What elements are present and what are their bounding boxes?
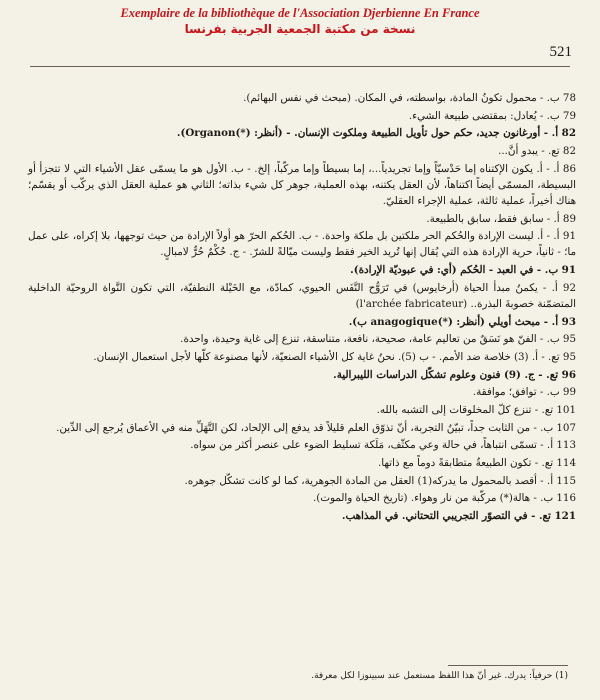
entry: 91 أ. - أ. ليست الإرادة والحُكم الحر ملكتين بل ملكة واحدة. - ب. الحُكم الحرّ هو أولاً الإرادة من حيث توجهها، بلا إكراه، على عمل ما؛ - ثانياً، حرية الإرادة هذه التي يُقال إنها تُريد الخير فقط وليست ميّالةً للشرّ. - ج. حُكْمٌ حُرٌّ لامبالٍ. <box>28 230 576 259</box>
entry: 116 ب. - هالة(*) مركّبة من نار وهواء. (تاريخ الحياة والموت). <box>312 492 576 505</box>
entry: 95 ب. - الفنّ هو نَسَقٌ من تعاليم عامة، صحيحة، نافعة، متناسقة، تنزع إلى غاية وحيدة، واحدة. <box>180 333 576 346</box>
entry: 82 تع. - يبدو أنَّ... <box>498 145 576 158</box>
footnote: (1) حرفياً: يدرك. غير أنّ هذا اللفظ مستعمل عند سبينوزا لكل معرفة. <box>311 671 568 681</box>
entry: 86 أ. - أ. يكون الإكتناه إما حَدْسيّاً وإما تجريدياً...، إما بسيطاً وإما مركّباً، إلخ. - ب. الأول هو ما يسمّى عقل الأشياء التي لا تتجزأ أو البسيطة، المسمّى أيضاً اكتناهاً، لأن العقل يكتنه، بهذه العملية، جوهر كل شيء بذاته؛ الثاني هو عملية العقل الذي يركّب أو يقسّم؛ هناك أخيراً، عملية ثالثة، عملية الإجراء العقليّ. <box>28 162 576 207</box>
banner-arabic: نسخة من مكتبة الجمعية الجربية بفرنسا <box>184 22 416 36</box>
entry: 115 أ. - أقصد بالمحمول ما يدركه(1) العقل من المادة الجوهرية، كما لو كانت تشكّل جوهره. <box>184 474 576 487</box>
entry: 91 ب. - في العبد - الحُكم (أي: في عبوديّة الإرادة). <box>350 264 576 277</box>
entry: 79 ب. - يُعادل: بمقتضى طبيعة الشيء. <box>408 109 576 122</box>
entry: 114 تع. - تكون الطبيعةُ متطابقةً دوماً مع ذاتها. <box>378 457 576 470</box>
entry: 95 تع. - أ. (3) خلاصة ضد الأمم. - ب (5). نحنُ غاية كل الأشياء الصنعيّة، لأنها مصنوعة كلّها لأجل استعمال الإنسان. <box>93 350 576 363</box>
entry: 92 أ. - يكمنُ مبدأ الحياة (أرخايوس) في تَرَوُّح النَّفَس الحيوي، كمادّة، مع الخَيْلة النطفيّة، التي تكون النَّواة الروحيّة الداخلية المتضمّنة خصوبةَ البذرة.. (l'archée fabricateur) <box>28 281 576 310</box>
page-number: 521 <box>549 44 572 60</box>
library-banner <box>0 6 600 37</box>
entry: 96 تع. - ج. (9) فنون وعلوم تشكّل الدراسات الليبرالية. <box>333 368 576 381</box>
entry: 82 أ. - أورغانون جديد، حكم حول تأويل الطبيعة وملكوت الإنسان. - (أنظر: (*)Organon). <box>176 127 576 140</box>
banner-french: Exemplaire de la bibliothèque de l'Association Djerbienne En France <box>120 6 480 20</box>
entry: 107 ب. - من الثابت جداً، تبيّنُ التجربة، أنّ تذوّق العلم قليلاً قد يدفع إلى الإلحاد، لكن التَّهَلِّ منه في الأعماق يُرجع إلى الدِّين. <box>56 421 576 434</box>
entry: 99 ب. - توافق؛ موافقة. <box>472 386 576 399</box>
entries-list <box>28 90 576 526</box>
entry: 113 أ. - تسمّى انتباهاً، في حالة وعي مكثّف، مَلَكة تسليط الضوء على عنصر أكثر من سواه. <box>190 439 576 452</box>
entry: 101 تع. - تنزع كلّ المخلوقات إلى التشبه بالله. <box>376 404 576 416</box>
entry: 78 ب. - محمول تكونُ المادة، بواسطته، في المكان. (مبحث في نفس البهائم). <box>243 92 576 104</box>
footnote-rule <box>448 665 568 666</box>
header-rule <box>30 66 570 67</box>
entry: 93 أ. - مبحث أويلي (أنظر: (*)anagogique ب). <box>348 315 576 328</box>
entry: 121 تع. - في التصوّر التجريبي التحتاني. في المذاهب. <box>341 510 576 523</box>
entry: 89 أ. - سابق فقط، سابق بالطبيعة. <box>426 212 576 225</box>
